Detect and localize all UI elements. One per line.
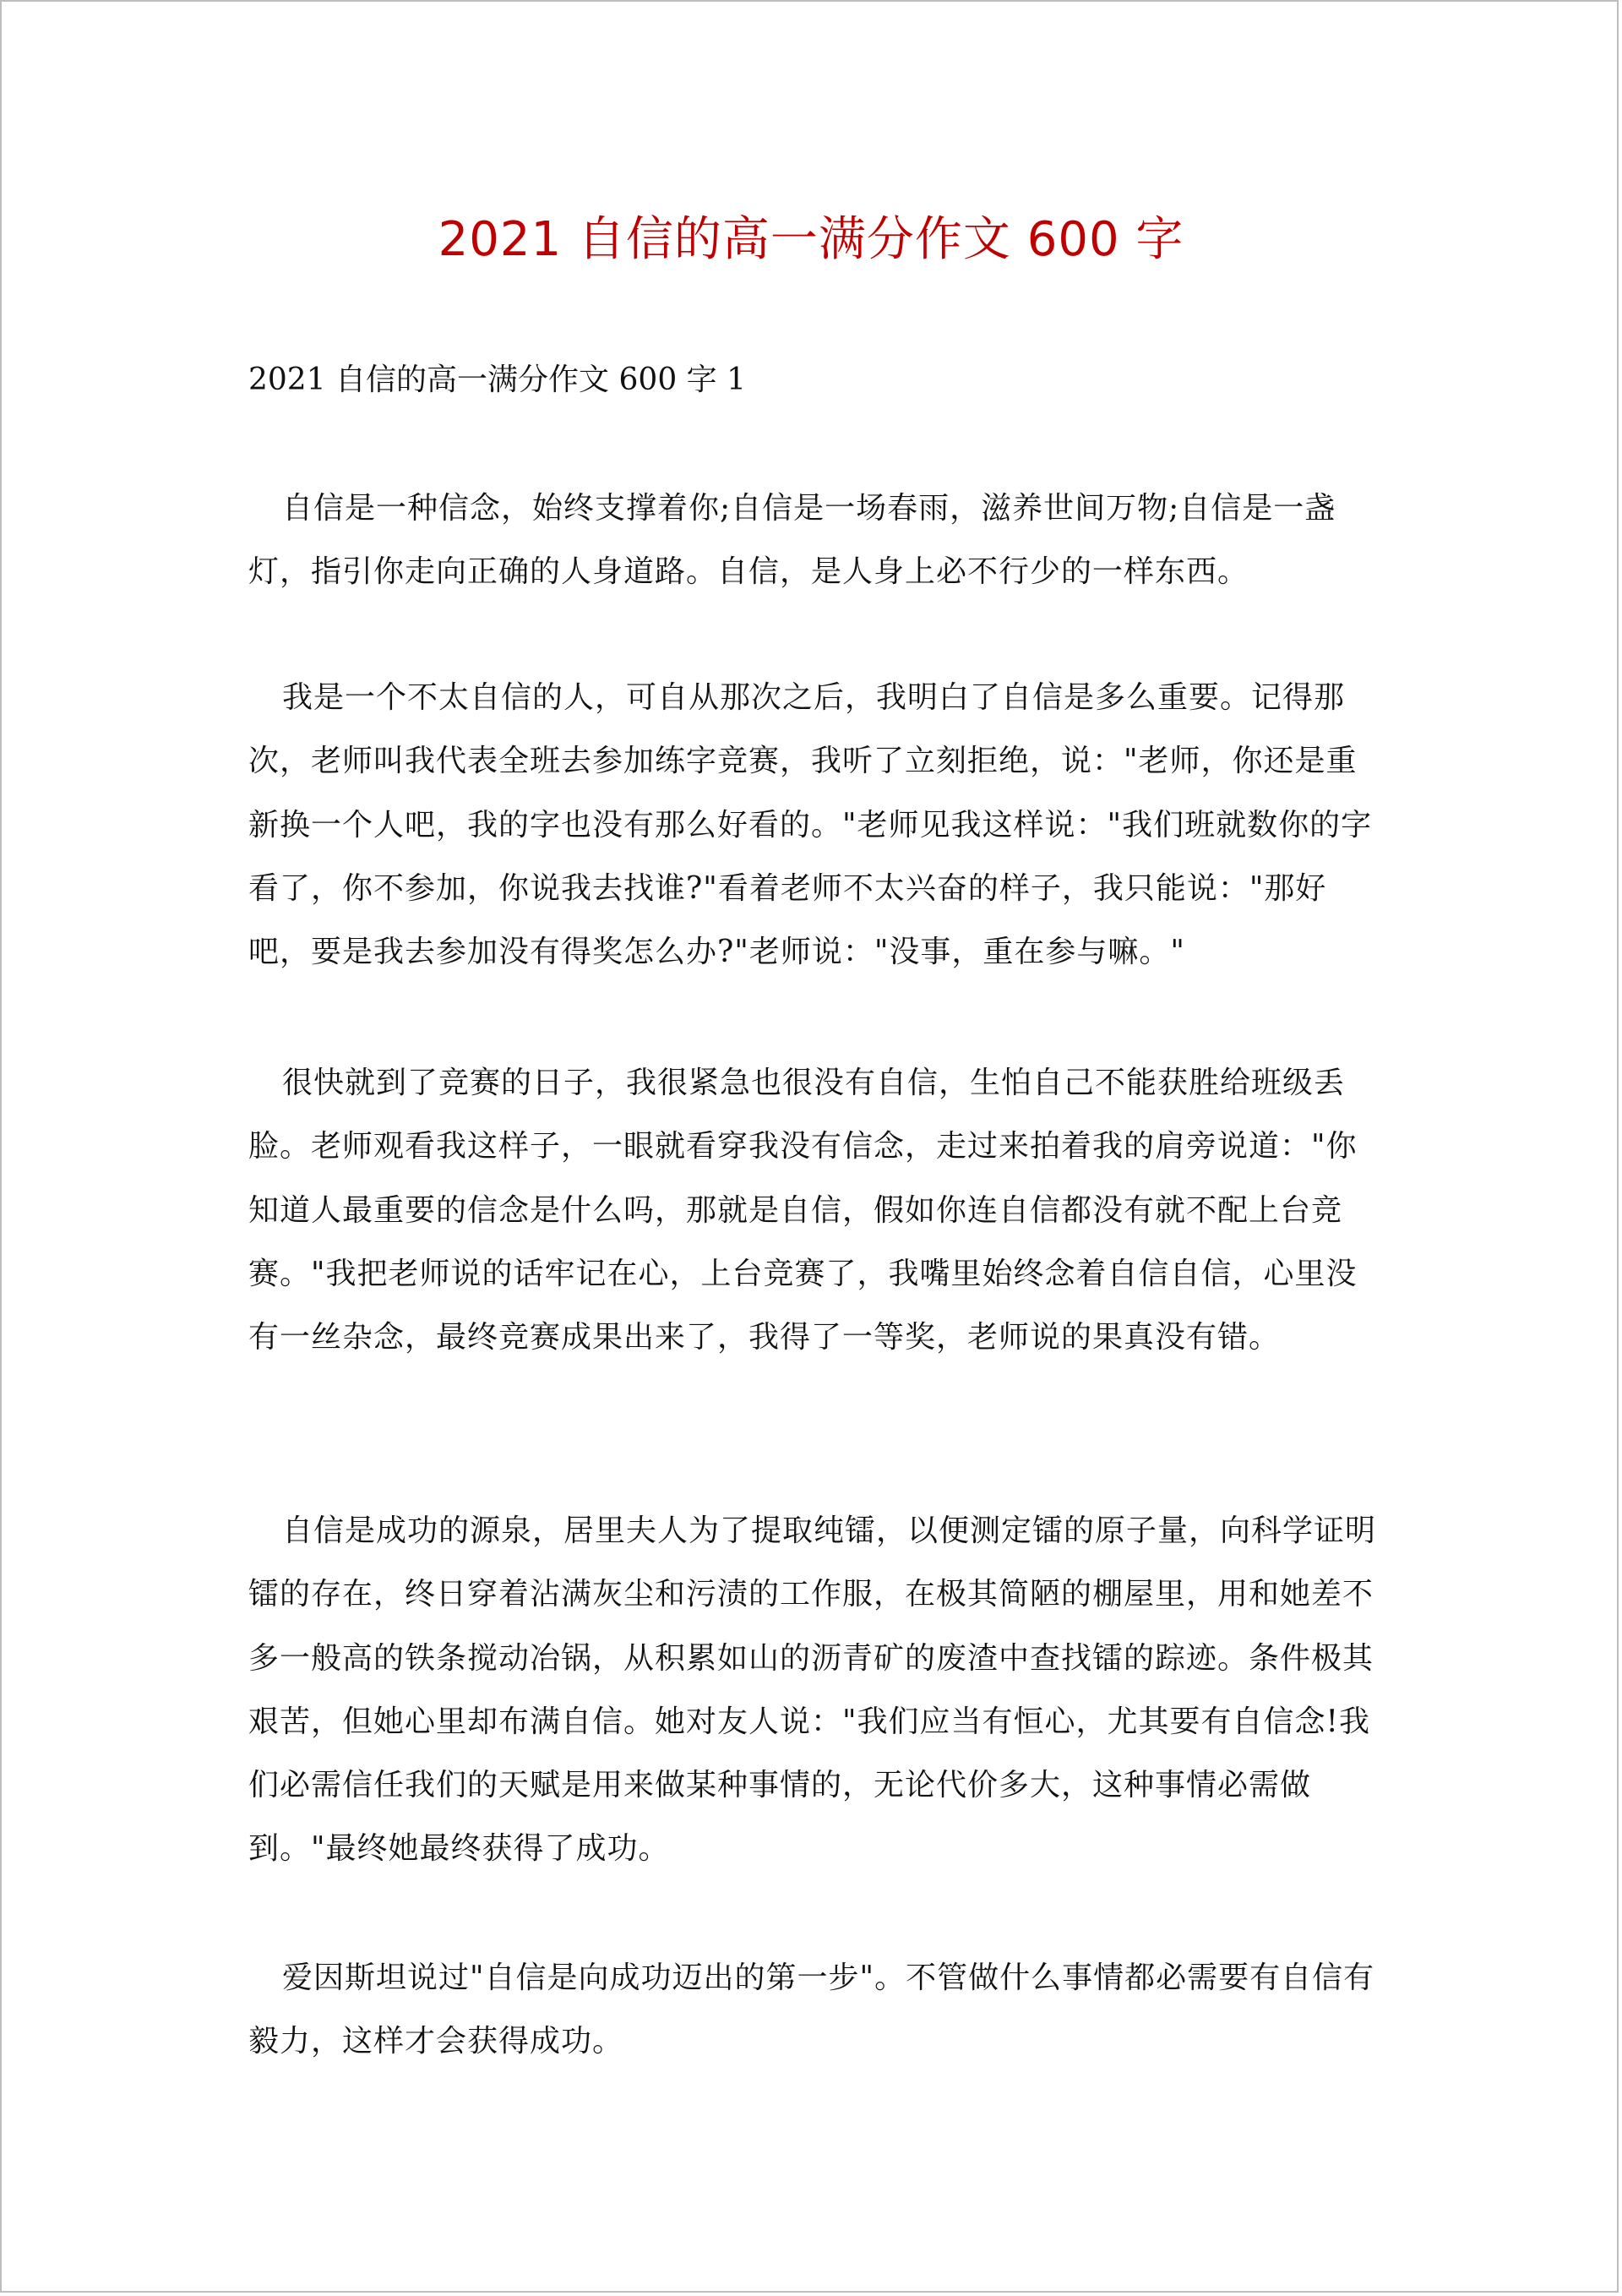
paragraph-2: 我是一个不太自信的人，可自从那次之后，我明白了自信是多么重要。记得那次，老师叫我代表全班去参加练字竞赛，我听了立刻拒绝，说："老师，你还是重新换一个人吧，我的字也没有那么好看的。"老师见我这样说："我们班就数你的字看了，你不参加，你说我去找谁?"看着老师不太兴奋的样子，我只能说："那好吧，要是我去参加没有得奖怎么办?"老师说："没事，重在参与嘛。" <box>248 680 1373 970</box>
paragraph-5: 爱因斯坦说过"自信是向成功迈出的第一步"。不管做什么事情都必需要有自信有毅力，这样才会获得成功。 <box>248 1961 1375 2059</box>
paragraph-4: 自信是成功的源泉，居里夫人为了提取纯镭，以便测定镭的原子量，向科学证明镭的存在，终日穿着沾满灰尘和污渍的工作服，在极其简陋的棚屋里，用和她差不多一般高的铁条搅动冶锅，从积累如山的沥青矿的废渣中查找镭的踪迹。条件极其艰苦，但她心里却布满自信。她对友人说："我们应当有恒心，尤其要有自信念!我们必需信任我们的天赋是用来做某种事情的，无论代价多大，这种事情必需做到。"最终她最终获得了成功。 <box>248 1513 1377 1867</box>
section-heading: 2021 自信的高一满分作文 600 字 1 <box>248 363 747 397</box>
document-title: 2021 自信的高一满分作文 600 字 <box>438 212 1184 267</box>
paragraph-3: 很快就到了竞赛的日子，我很紧急也很没有自信，生怕自己不能获胜给班级丢脸。老师观看我这样子，一眼就看穿我没有信念，走过来拍着我的肩旁说道："你知道人最重要的信念是什么吗，那就是自信，假如你连自信都没有就不配上台竞赛。"我把老师说的话牢记在心，上台竞赛了，我嘴里始终念着自信自信，心里没有一丝杂念，最终竞赛成果出来了，我得了一等奖，老师说的果真没有错。 <box>248 1066 1358 1355</box>
paragraph-1: 自信是一种信念，始终支撑着你;自信是一场春雨，滋养世间万物;自信是一盏灯，指引你走向正确的人身道路。自信，是人身上必不行少的一样东西。 <box>248 491 1336 590</box>
